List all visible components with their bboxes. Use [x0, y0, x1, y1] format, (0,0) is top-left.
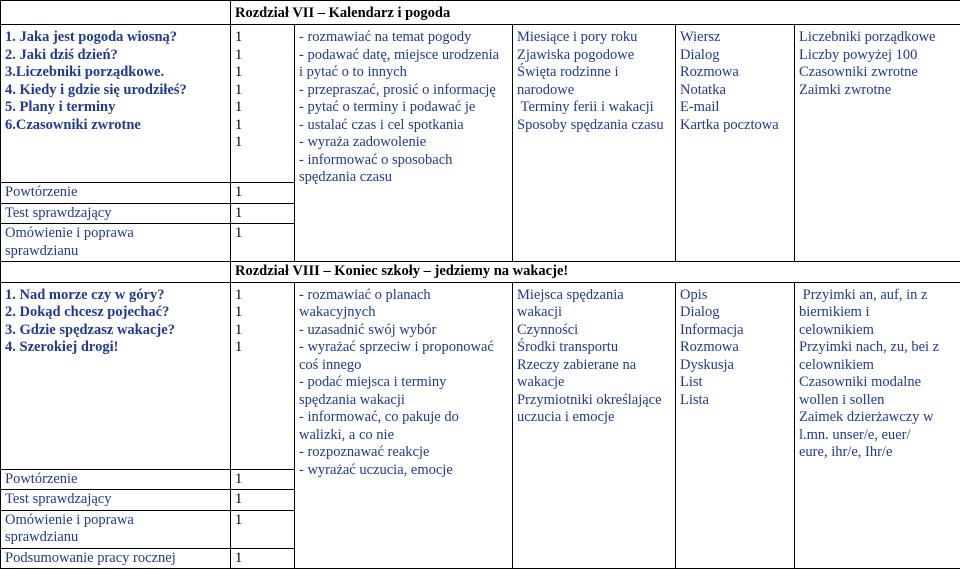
grammar-line: celownikiem: [799, 322, 956, 340]
ch7-hours: [231, 25, 295, 183]
topic: 2. Jaki dziś dzień?: [5, 47, 226, 65]
ch8-texts: [676, 282, 795, 569]
topic: 4. Kiedy i gdzie się urodziłeś?: [5, 82, 226, 100]
vocab-line: Święta rodzinne i: [517, 64, 671, 82]
skill-line: - rozpoznawać reakcje: [299, 444, 508, 462]
skill-line: - podać miejsca i terminy: [299, 374, 508, 392]
topic: 3. Gdzie spędzasz wakacje?: [5, 322, 226, 340]
skill-line: - informować, co pakuje do: [299, 409, 508, 427]
text-type: List: [680, 374, 790, 392]
hour-count: 1: [231, 469, 295, 490]
text-type: Wiersz: [680, 29, 790, 47]
text-type: Rozmowa: [680, 339, 790, 357]
text-type: Opis: [680, 287, 790, 305]
ch8-heading-empty: [1, 262, 231, 283]
hour-count: 1: [231, 224, 295, 262]
skill-line: - podawać datę, miejsce urodzenia: [299, 47, 508, 65]
hour-count: 1: [235, 117, 290, 135]
topic: 2. Dokąd chcesz pojechać?: [5, 304, 226, 322]
topic: 1. Nad morze czy w góry?: [5, 287, 226, 305]
hour-count: 1: [235, 29, 290, 47]
ch7-grammar: [795, 25, 960, 262]
skill-line: - uzasadnić swój wybór: [299, 322, 508, 340]
text-type: E-mail: [680, 99, 790, 117]
repetition-label: Powtórzenie: [1, 183, 231, 204]
hour-count: 1: [231, 548, 295, 569]
test-review-label: Omówienie i poprawa sprawdzianu: [1, 224, 231, 262]
ch8-heading: [231, 262, 960, 283]
topic: 6.Czasowniki zwrotne: [5, 117, 226, 135]
skill-line: spędzania czasu: [299, 169, 508, 187]
ch8-grammar: [795, 282, 960, 569]
vocab-line: Przymiotniki określające: [517, 392, 671, 410]
vocab-line: uczucia i emocje: [517, 409, 671, 427]
vocab-line: Sposoby spędzania czasu: [517, 117, 671, 135]
hour-count: 1: [235, 47, 290, 65]
text-type: Dyskusja: [680, 357, 790, 375]
hour-count: 1: [235, 99, 290, 117]
hour-count: 1: [231, 183, 295, 204]
hour-count: 1: [235, 64, 290, 82]
topic: 4. Szerokiej drogi!: [5, 339, 226, 357]
skill-line: - ustalać czas i cel spotkania: [299, 117, 508, 135]
hour-count: 1: [235, 304, 290, 322]
ch7-topics: [1, 25, 231, 183]
skill-line: - wyrażać uczucia, emocje: [299, 462, 508, 480]
grammar-line: l.mn. unser/e, euer/: [799, 427, 956, 445]
skill-line: - wyrażać sprzeciw i proponować: [299, 339, 508, 357]
skill-line: - informować o sposobach: [299, 152, 508, 170]
hour-count: 1: [231, 490, 295, 511]
grammar-line: Zaimek dzierżawczy w: [799, 409, 956, 427]
skill-line: - wyraża zadowolenie: [299, 134, 508, 152]
vocab-line: wakacji: [517, 304, 671, 322]
test-label: Test sprawdzający: [1, 490, 231, 511]
topic: 5. Plany i terminy: [5, 99, 226, 117]
text-type: Informacja: [680, 322, 790, 340]
topic: 3.Liczebniki porządkowe.: [5, 64, 226, 82]
topic: 1. Jaka jest pogoda wiosną?: [5, 29, 226, 47]
text-type: Kartka pocztowa: [680, 117, 790, 135]
skill-line: - pytać o terminy i podawać je: [299, 99, 508, 117]
ch7-texts: [676, 25, 795, 262]
test-label: Test sprawdzający: [1, 203, 231, 224]
grammar-line: celownikiem: [799, 357, 956, 375]
chapter-title: Rozdział VII – Kalendarz i pogoda: [235, 5, 450, 21]
ch8-topics: [1, 282, 231, 469]
skill-line: - przepraszać, prosić o informację: [299, 82, 508, 100]
vocab-line: Rzeczy zabierane na: [517, 357, 671, 375]
skill-line: wakacyjnych: [299, 304, 508, 322]
ch7-skills: [295, 25, 513, 262]
grammar-line: Przyimki an, auf, in z: [799, 287, 956, 305]
vocab-line: Miesiące i pory roku: [517, 29, 671, 47]
skill-line: i pytać o to innych: [299, 64, 508, 82]
vocab-line: narodowe: [517, 82, 671, 100]
ch7-vocab: [513, 25, 676, 262]
grammar-line: Zaimki zwrotne: [799, 82, 956, 100]
text-type: Notatka: [680, 82, 790, 100]
ch8-skills: [295, 282, 513, 569]
grammar-line: Czasowniki modalne: [799, 374, 956, 392]
ch8-hours: [231, 282, 295, 469]
year-summary-label: Podsumowanie pracy rocznej: [1, 548, 231, 569]
grammar-line: wollen i sollen: [799, 392, 956, 410]
ch7-heading-empty: [1, 1, 231, 25]
text-type: Rozmowa: [680, 64, 790, 82]
ch8-vocab: [513, 282, 676, 569]
vocab-line: Zjawiska pogodowe: [517, 47, 671, 65]
grammar-line: eure, ihr/e, Ihr/e: [799, 444, 956, 462]
hour-count: 1: [235, 134, 290, 152]
grammar-line: biernikiem i: [799, 304, 956, 322]
hour-count: 1: [235, 287, 290, 305]
vocab-line: Czynności: [517, 322, 671, 340]
test-review-label: Omówienie i poprawa sprawdzianu: [1, 510, 231, 548]
grammar-line: Liczby powyżej 100: [799, 47, 956, 65]
vocab-line: wakacje: [517, 374, 671, 392]
grammar-line: Przyimki nach, zu, bei z: [799, 339, 956, 357]
vocab-line: Terminy ferii i wakacji: [517, 99, 671, 117]
skill-line: - rozmawiać o planach: [299, 287, 508, 305]
hour-count: 1: [235, 82, 290, 100]
vocab-line: Miejsca spędzania: [517, 287, 671, 305]
grammar-line: Liczebniki porządkowe: [799, 29, 956, 47]
vocab-line: Środki transportu: [517, 339, 671, 357]
ch7-heading: [231, 1, 960, 25]
chapter-title: Rozdział VIII – Koniec szkoły – jedziemy na wakacje!: [235, 263, 568, 279]
skill-line: coś innego: [299, 357, 508, 375]
hour-count: 1: [231, 510, 295, 548]
text-type: Lista: [680, 392, 790, 410]
skill-line: walizki, a co nie: [299, 427, 508, 445]
text-type: Dialog: [680, 304, 790, 322]
hour-count: 1: [235, 322, 290, 340]
hour-count: 1: [235, 339, 290, 357]
skill-line: - rozmawiać na temat pogody: [299, 29, 508, 47]
repetition-label: Powtórzenie: [1, 469, 231, 490]
hour-count: 1: [231, 203, 295, 224]
skill-line: spędzania wakacji: [299, 392, 508, 410]
grammar-line: Czasowniki zwrotne: [799, 64, 956, 82]
text-type: Dialog: [680, 47, 790, 65]
